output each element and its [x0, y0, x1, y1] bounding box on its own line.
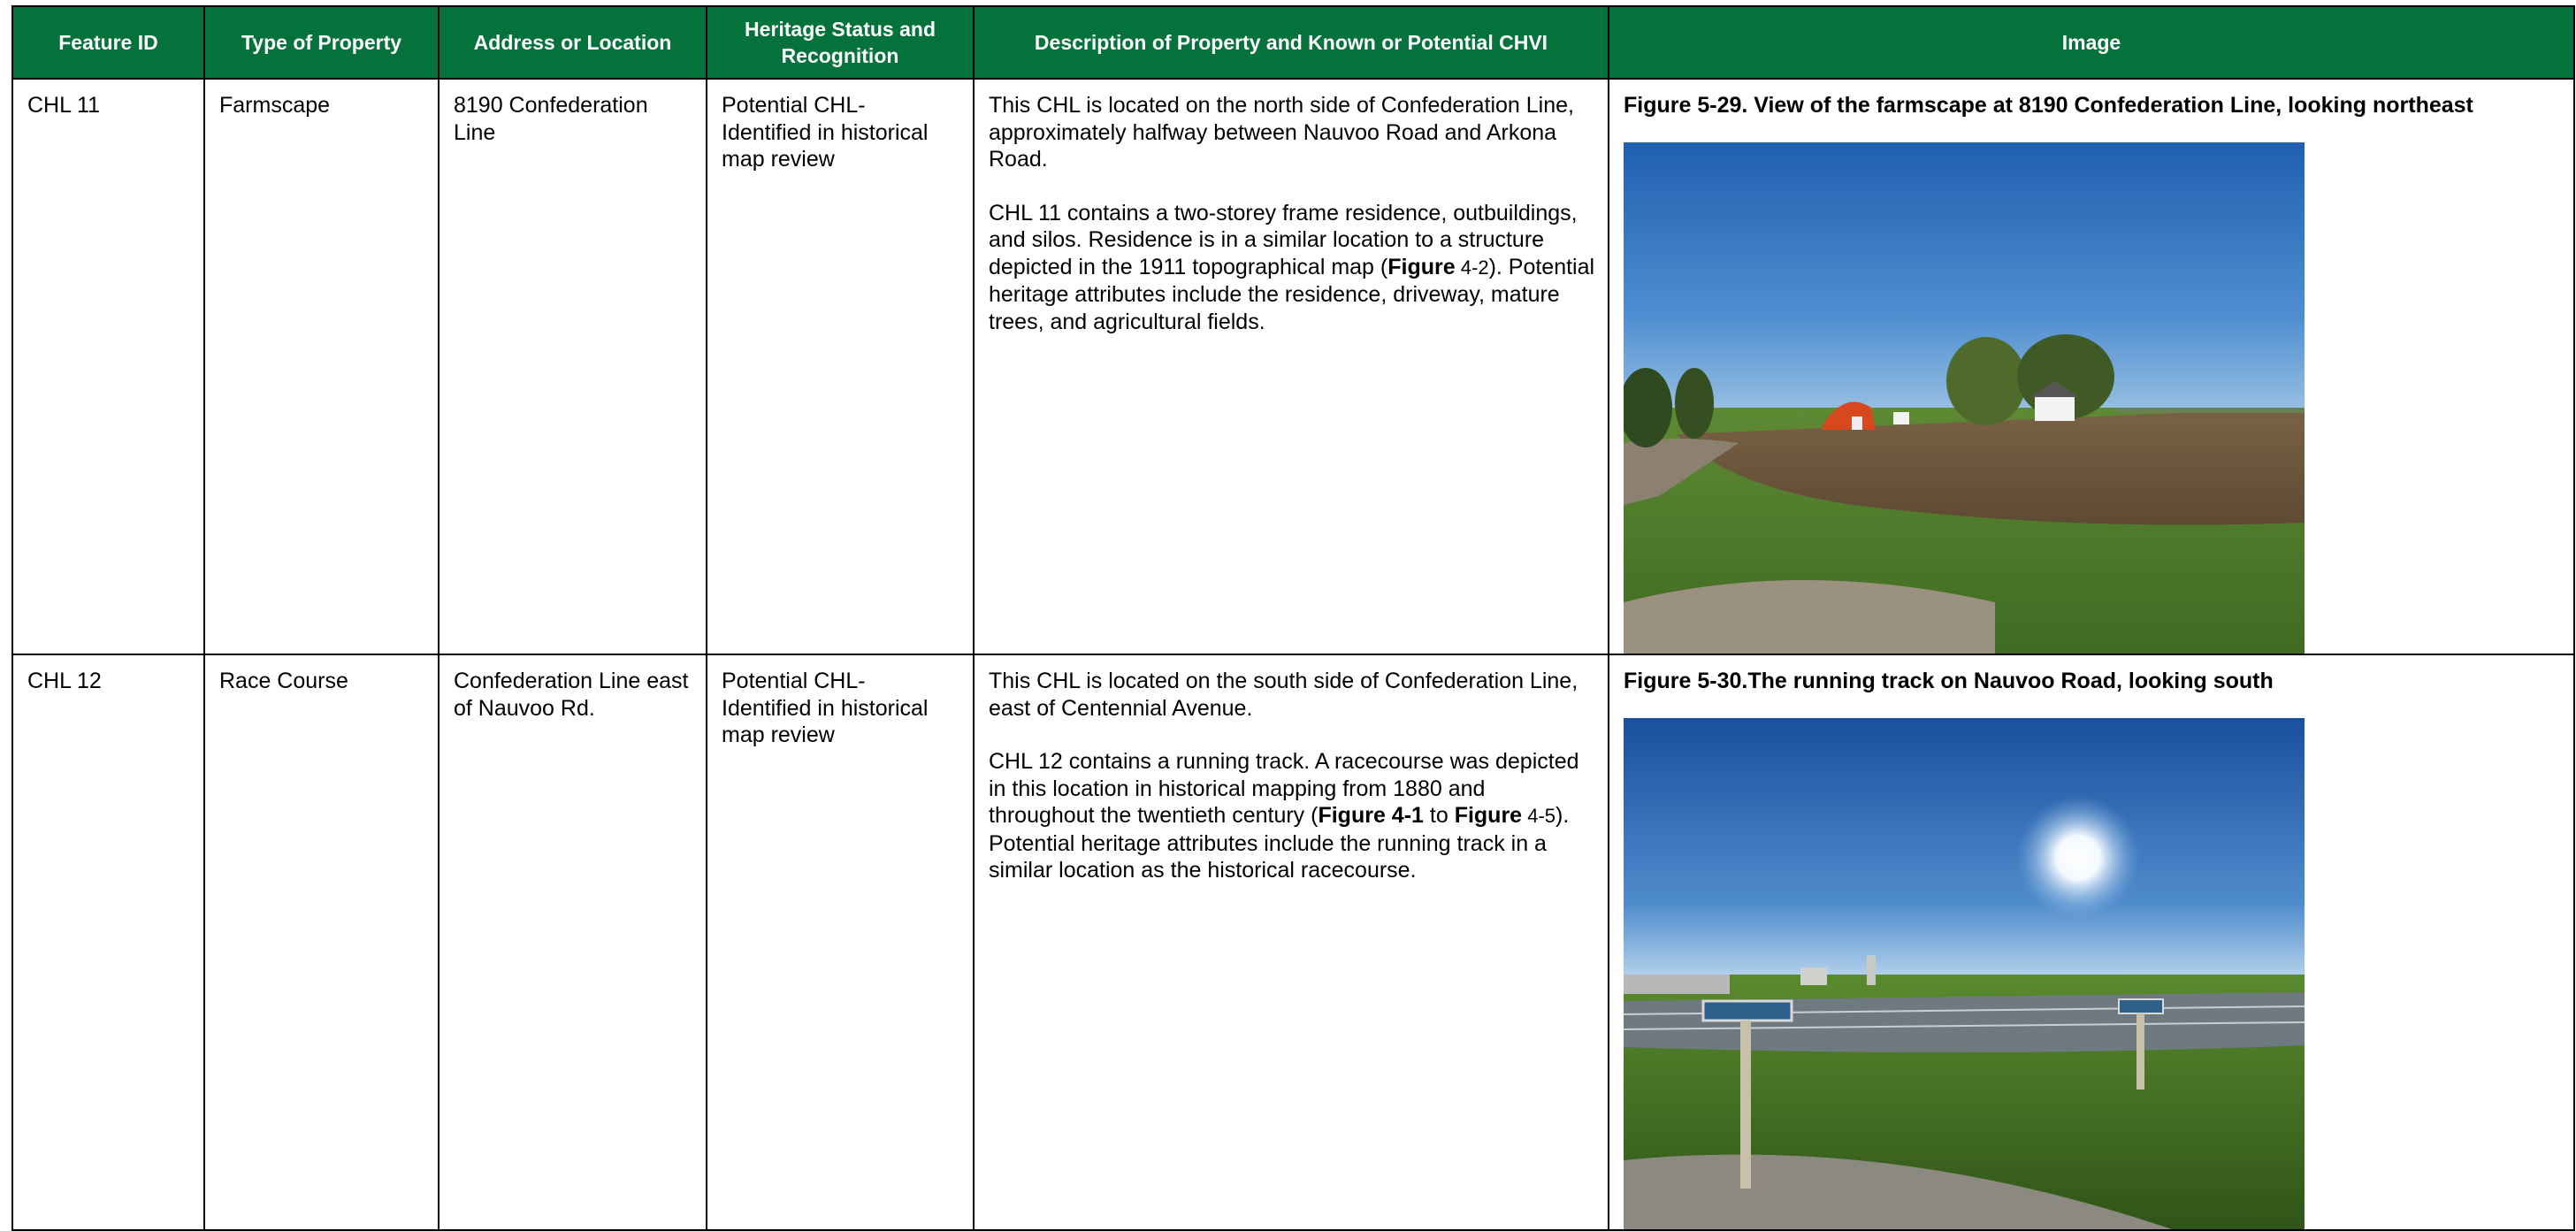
figure-reference: Figure — [1387, 254, 1456, 279]
table-row — [12, 79, 2574, 654]
cell-image — [1609, 79, 2574, 654]
description-text: CHL 11 contains a two-storey frame residence, outbuildings, and silos. Residence is in a similar location to a structure depicted in the 1911 topographical map ( — [989, 200, 1578, 279]
table-header-row — [12, 6, 2574, 79]
heritage-table — [11, 5, 2575, 1231]
figure-reference-number: 4-2 — [1455, 256, 1489, 279]
running-track-photo-drawing — [1624, 718, 2305, 1229]
farmscape-photo-drawing — [1624, 142, 2305, 654]
header-address: Address or Location — [439, 6, 707, 79]
cell-description — [974, 654, 1609, 1230]
table-row — [12, 654, 2574, 1230]
cell-feature-id: CHL 11 — [12, 79, 204, 654]
figure-caption: Figure 5-30.The running track on Nauvoo Road, looking south — [1624, 669, 2274, 693]
cell-address: Confederation Line east of Nauvoo Rd. — [439, 654, 707, 1230]
description-text: ). Potential heritage attributes include the residence, driveway, mature trees, and agricultural fields. — [989, 254, 1595, 334]
header-heritage-status: Heritage Status and Recognition — [707, 6, 974, 79]
cell-image — [1609, 654, 2574, 1230]
description-text: CHL 12 contains a running track. A racecourse was depicted in this location in historical mapping from 1880 and throughout the twentieth century ( — [989, 749, 1579, 828]
description-paragraph: This CHL is located on the north side of Confederation Line, approximately halfway between Nauvoo Road and Arkona Road. — [989, 93, 1574, 172]
cell-type: Race Course — [204, 654, 439, 1230]
header-type: Type of Property — [204, 6, 439, 79]
figure-reference: Figure 4-1 — [1318, 803, 1424, 828]
description-paragraph — [989, 748, 1595, 884]
figure-reference: Figure — [1454, 803, 1523, 828]
cell-description — [974, 79, 1609, 654]
cell-feature-id: CHL 12 — [12, 654, 204, 1230]
cell-heritage-status: Potential CHL- Identified in historical map review — [707, 654, 974, 1230]
cell-type: Farmscape — [204, 79, 439, 654]
description-text: ). Potential heritage attributes include the running track in a similar location as the historical racecourse. — [989, 803, 1570, 883]
figure-reference-number: 4-5 — [1522, 805, 1556, 827]
cell-address: 8190 Confederation Line — [439, 79, 707, 654]
cell-heritage-status: Potential CHL- Identified in historical map review — [707, 79, 974, 654]
farmscape-photo — [1624, 142, 2305, 654]
description-paragraph: This CHL is located on the south side of Confederation Line, east of Centennial Avenue. — [989, 669, 1578, 721]
running-track-photo — [1624, 718, 2305, 1229]
figure-caption: Figure 5-29. View of the farmscape at 8190 Confederation Line, looking northeast — [1624, 93, 2473, 118]
header-description: Description of Property and Known or Potential CHVI — [974, 6, 1609, 79]
description-text: to — [1423, 803, 1455, 828]
header-feature-id: Feature ID — [12, 6, 204, 79]
description-paragraph — [989, 200, 1595, 336]
header-image: Image — [1609, 6, 2574, 79]
